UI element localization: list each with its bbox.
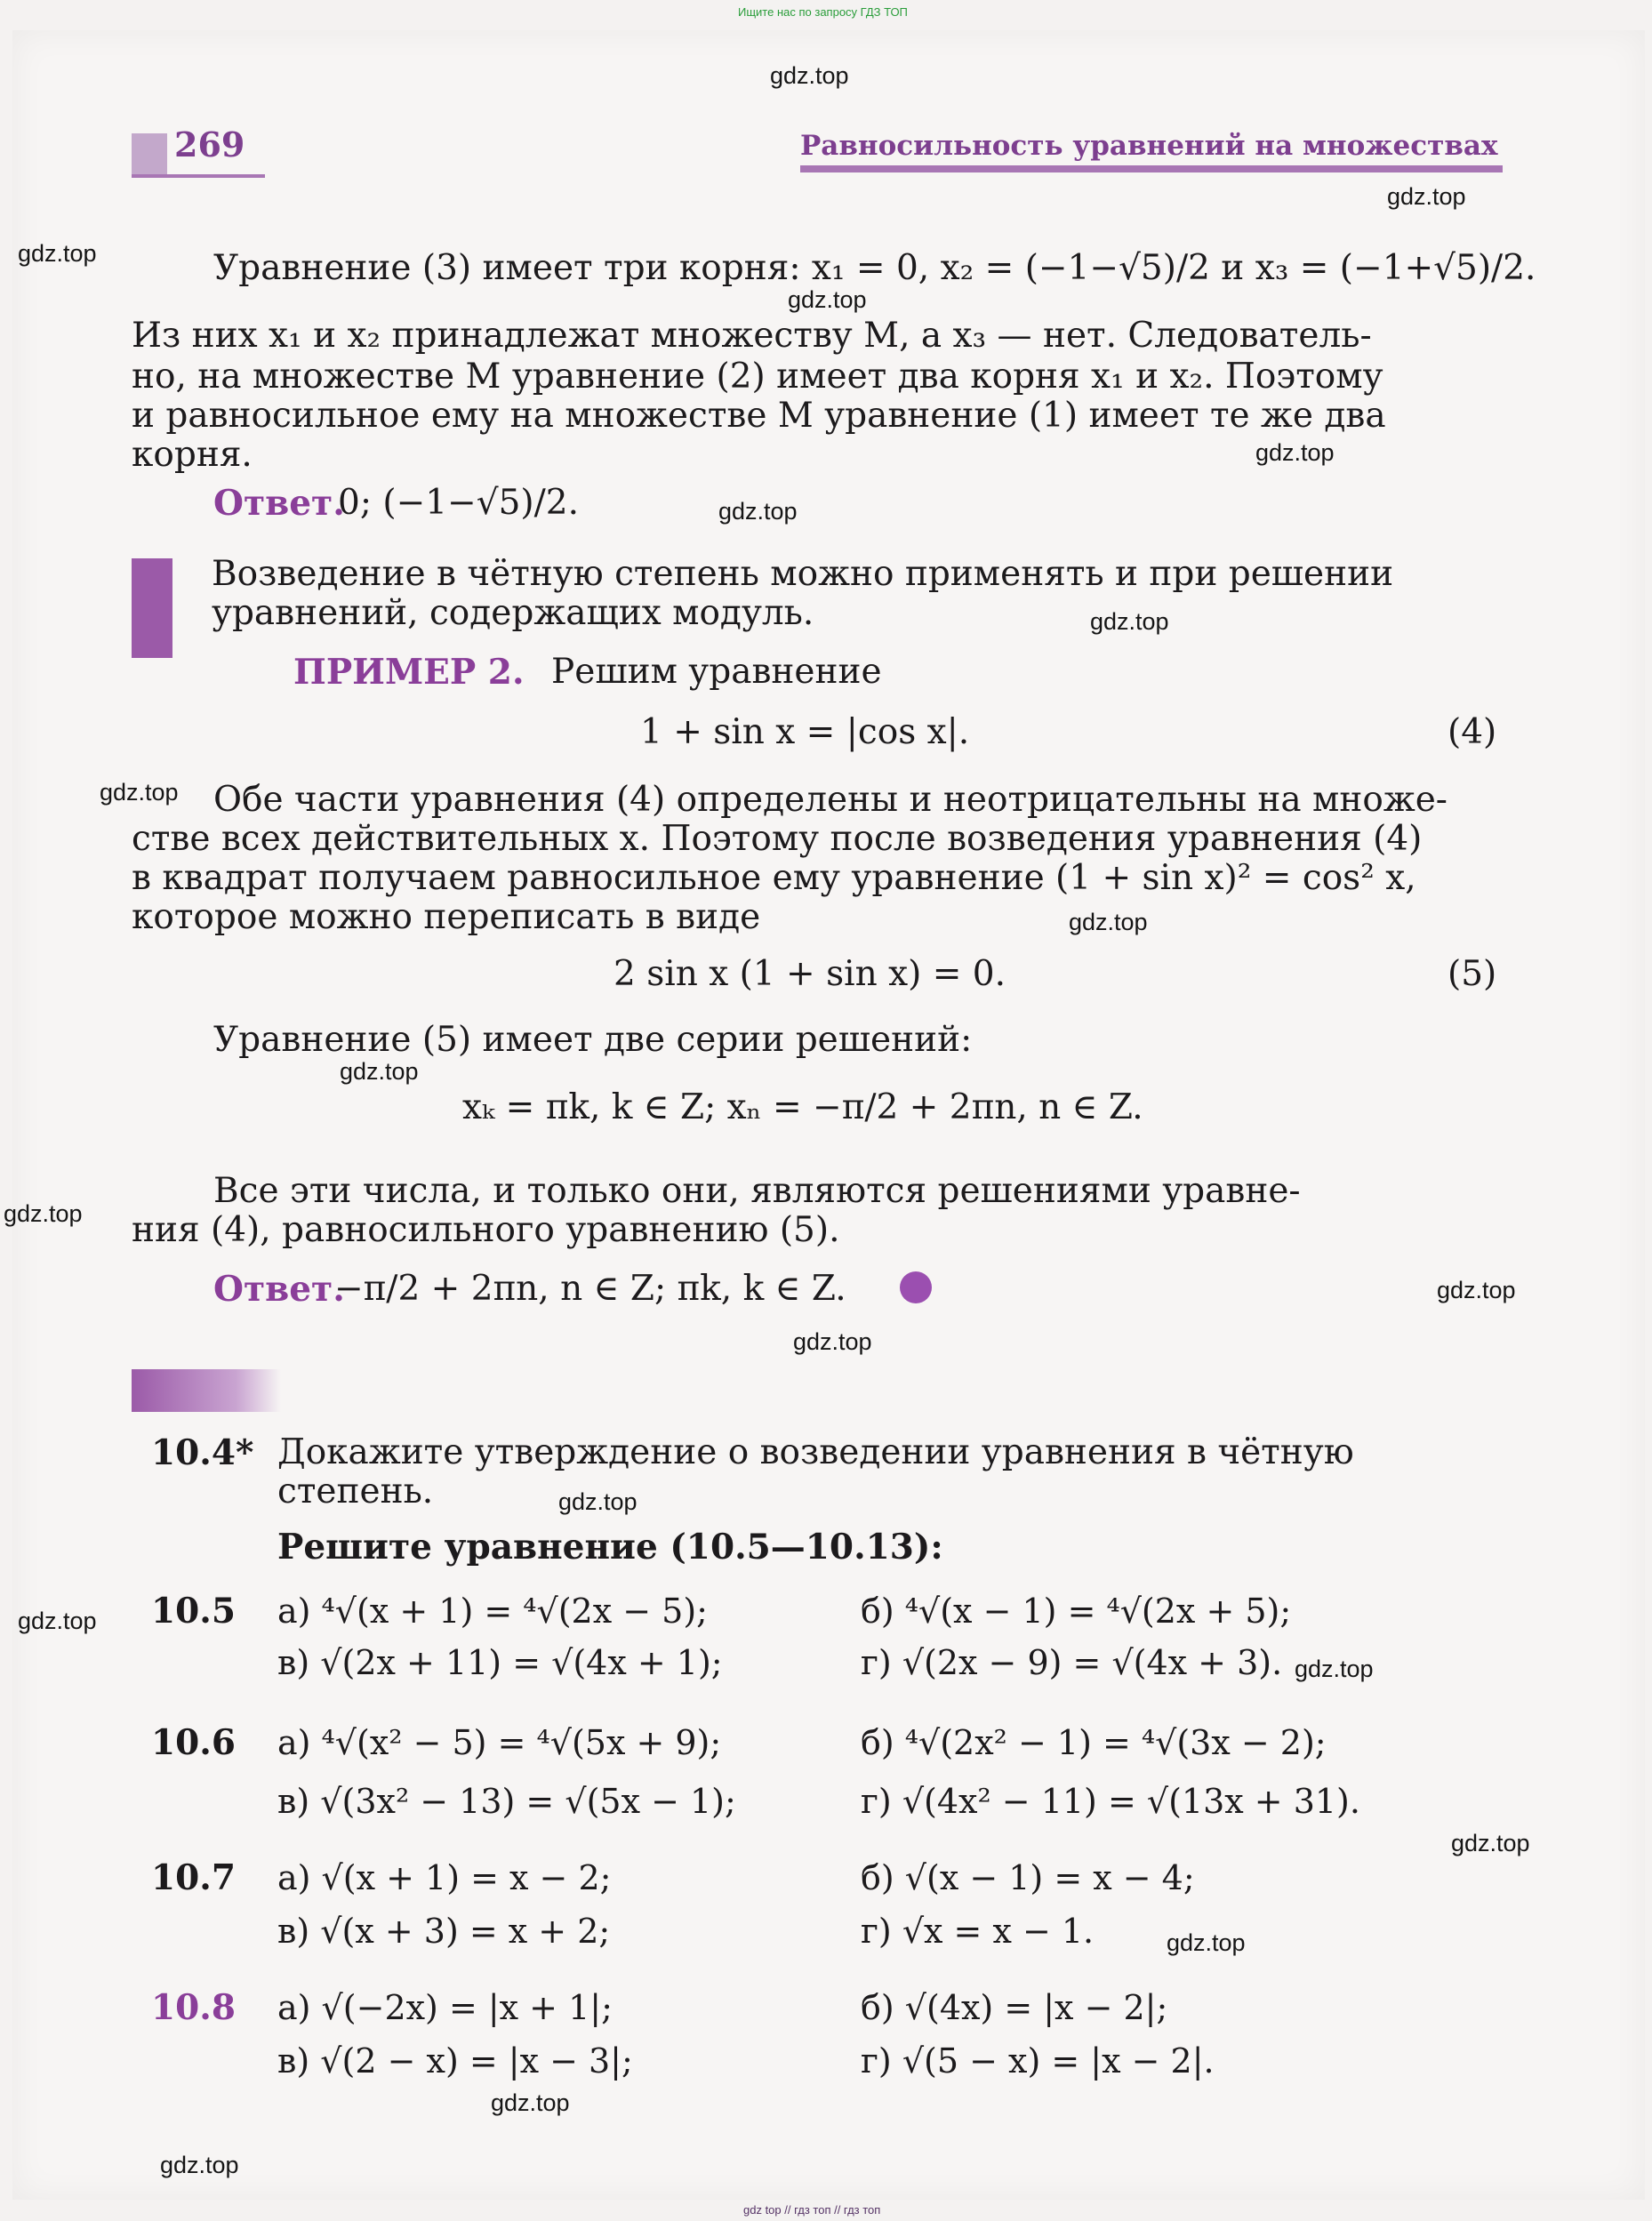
text-line: которое можно переписать в виде <box>132 897 761 937</box>
exercise-item: в) √(2x + 11) = √(4x + 1); <box>277 1643 723 1682</box>
example-text: Решим уравнение <box>551 652 882 692</box>
header-bar-left <box>132 133 167 176</box>
text-line: Все эти числа, и только они, являются решениями уравне- <box>213 1171 1301 1211</box>
example-label: ПРИМЕР 2. <box>293 652 525 693</box>
bottom-note[interactable]: gdz top // гдз топ // гдз топ <box>743 2203 881 2217</box>
running-head: Равносильность уравнений на множествах <box>800 130 1498 162</box>
watermark: gdz.top <box>4 1200 83 1227</box>
answer-value: −π/2 + 2πn, n ∈ Z; πk, k ∈ Z. <box>334 1269 846 1309</box>
watermark: gdz.top <box>788 286 867 313</box>
page-number: 269 <box>174 124 245 164</box>
watermark: gdz.top <box>18 1608 97 1634</box>
watermark: gdz.top <box>793 1328 872 1355</box>
exercise-item: б) √(x − 1) = x − 4; <box>861 1858 1195 1897</box>
exercise-number: 10.5 <box>151 1591 236 1632</box>
watermark: gdz.top <box>1451 1830 1530 1856</box>
text-line: ния (4), равносильного уравнению (5). <box>132 1210 840 1250</box>
watermark: gdz.top <box>1069 909 1148 935</box>
exercise-item: г) √(5 − x) = |x − 2|. <box>861 2041 1215 2081</box>
exercise-item: в) √(x + 3) = x + 2; <box>277 1912 611 1951</box>
text-line: Уравнение (5) имеет две серии решений: <box>213 1020 973 1060</box>
exercise-item: в) √(3x² − 13) = √(5x − 1); <box>277 1782 736 1821</box>
exercise-number: 10.6 <box>151 1722 236 1763</box>
watermark: gdz.top <box>1295 1656 1374 1682</box>
text-line: стве всех действительных x. Поэтому после возведения уравнения (4) <box>132 819 1423 859</box>
watermark: gdz.top <box>160 2152 239 2178</box>
end-bullet-icon <box>900 1271 932 1303</box>
answer-label: Ответ. <box>213 1269 345 1310</box>
watermark: gdz.top <box>1387 183 1466 210</box>
header-rule-right <box>800 165 1503 172</box>
exercise-item: в) √(2 − x) = |x − 3|; <box>277 2041 633 2081</box>
watermark: gdz.top <box>1090 608 1169 635</box>
watermark: gdz.top <box>718 498 798 525</box>
watermark: gdz.top <box>1437 1277 1516 1303</box>
exercise-band <box>132 1369 281 1412</box>
equation-5: 2 sin x (1 + sin x) = 0. <box>613 954 1006 994</box>
exercise-item: а) ⁴√(x + 1) = ⁴√(2x − 5); <box>277 1592 708 1631</box>
top-note[interactable]: Ищите нас по запросу ГДЗ ТОП <box>738 5 908 19</box>
watermark: gdz.top <box>100 779 179 806</box>
exercise-item: а) √(−2x) = |x + 1|; <box>277 1988 613 2027</box>
equation-number: (5) <box>1448 954 1497 994</box>
answer-value: 0; (−1−√5)/2. <box>338 483 579 523</box>
text-line: но, на множестве M уравнение (2) имеет два корня x₁ и x₂. Поэтому <box>132 357 1383 397</box>
solution-series: xₖ = πk, k ∈ Z; xₙ = −π/2 + 2πn, n ∈ Z. <box>462 1087 1143 1127</box>
text-line: Уравнение (3) имеет три корня: x₁ = 0, x₂ = (−1−√5)/2 и x₃ = (−1+√5)/2. <box>213 248 1536 288</box>
text-line: и равносильное ему на множестве M уравнение (1) имеет те же два <box>132 396 1386 436</box>
header-rule-left <box>132 174 265 178</box>
instruction: Решите уравнение (10.5—10.13): <box>277 1527 943 1568</box>
exercise-item: а) ⁴√(x² − 5) = ⁴√(5x + 9); <box>277 1723 722 1762</box>
watermark: gdz.top <box>491 2089 570 2116</box>
equation-number: (4) <box>1448 712 1497 752</box>
note-bar <box>132 558 172 658</box>
watermark: gdz.top <box>1255 439 1335 466</box>
watermark: gdz.top <box>1167 1929 1246 1956</box>
text-line: Обе части уравнения (4) определены и неотрицательны на множе- <box>213 780 1448 820</box>
text-line: Из них x₁ и x₂ принадлежат множеству M, а x₃ — нет. Следователь- <box>132 316 1372 356</box>
watermark: gdz.top <box>770 62 849 89</box>
watermark: gdz.top <box>340 1058 419 1085</box>
exercise-item: б) ⁴√(x − 1) = ⁴√(2x + 5); <box>861 1592 1292 1631</box>
note-line: Возведение в чётную степень можно применять и при решении <box>212 554 1394 594</box>
text-line: корня. <box>132 435 253 475</box>
exercise-number: 10.7 <box>151 1857 236 1898</box>
exercise-item: б) √(4x) = |x − 2|; <box>861 1988 1168 2027</box>
note-line: уравнений, содержащих модуль. <box>212 593 814 633</box>
answer-label: Ответ. <box>213 483 345 524</box>
exercise-item: б) ⁴√(2x² − 1) = ⁴√(3x − 2); <box>861 1723 1327 1762</box>
exercise-item: г) √x = x − 1. <box>861 1912 1095 1951</box>
exercise-item: г) √(2x − 9) = √(4x + 3). <box>861 1643 1283 1682</box>
watermark: gdz.top <box>558 1488 638 1515</box>
equation-4: 1 + sin x = |cos x|. <box>640 712 970 752</box>
exercise-number: 10.8 <box>151 1987 236 2028</box>
exercise-item: а) √(x + 1) = x − 2; <box>277 1858 612 1897</box>
watermark: gdz.top <box>18 240 97 267</box>
exercise-number: 10.4* <box>151 1432 254 1473</box>
exercise-item: г) √(4x² − 11) = √(13x + 31). <box>861 1782 1360 1821</box>
text-line: Докажите утверждение о возведении уравнения в чётную <box>277 1432 1354 1472</box>
text-line: в квадрат получаем равносильное ему уравнение (1 + sin x)² = cos² x, <box>132 858 1416 898</box>
text-line: степень. <box>277 1471 434 1511</box>
